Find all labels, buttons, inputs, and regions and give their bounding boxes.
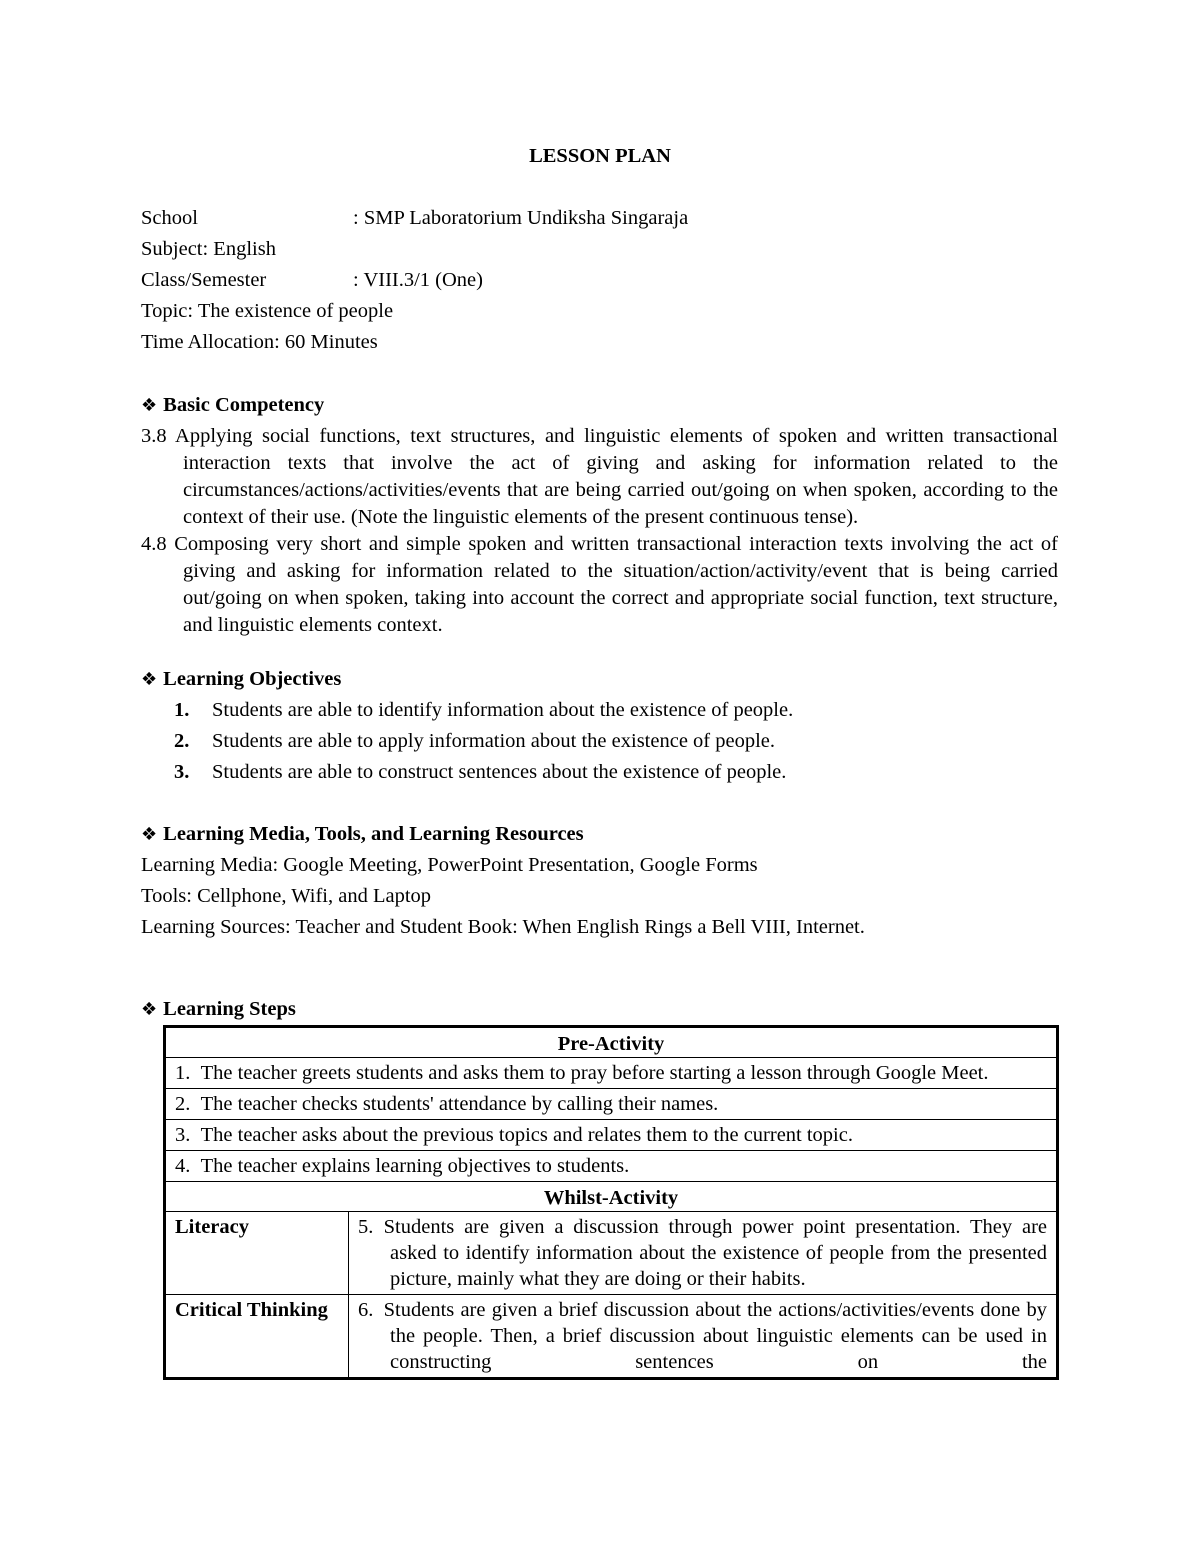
step-text: 2. The teacher checks students' attendance by calling their names. <box>175 1093 719 1115</box>
objective-item <box>174 697 1054 728</box>
pre-activity-step <box>165 1120 1058 1151</box>
learning-steps-table <box>163 1025 1059 1380</box>
learning-media-title: Learning Media, Tools, and Learning Resources <box>163 823 584 845</box>
info-class-row <box>141 267 1061 298</box>
category-literacy: Literacy <box>165 1212 349 1295</box>
info-school-row <box>141 205 1061 236</box>
basic-competency-list <box>141 423 1058 639</box>
table-row <box>165 1027 1058 1058</box>
diamond-bullet-icon: ❖ <box>141 669 158 690</box>
subject-text: Subject: English <box>141 238 276 260</box>
objective-item <box>174 759 1054 790</box>
learning-objectives-list <box>174 697 1054 790</box>
objective-item <box>174 728 1054 759</box>
step-text: 5. Students are given a discussion through power point presentation. They are asked to identify information about the existence of people from the presented picture, mainly what they are doing or their habits. <box>358 1216 1047 1290</box>
objective-text: Students are able to apply information about the existence of people. <box>212 730 776 752</box>
table-row <box>165 1120 1058 1151</box>
table-row <box>165 1182 1058 1212</box>
document-title: LESSON PLAN <box>529 145 671 167</box>
class-value: : VIII.3/1 (One) <box>353 269 483 291</box>
school-label: School <box>141 207 198 229</box>
diamond-bullet-icon: ❖ <box>141 395 158 416</box>
learning-objectives-title: Learning Objectives <box>163 668 342 690</box>
learning-steps-title: Learning Steps <box>163 998 296 1020</box>
whilst-activity-step <box>349 1295 1058 1379</box>
diamond-bullet-icon: ❖ <box>141 824 158 845</box>
objective-number: 1. <box>174 699 190 721</box>
whilst-activity-header: Whilst-Activity <box>165 1182 1058 1212</box>
objective-text: Students are able to identify information about the existence of people. <box>212 699 794 721</box>
info-topic-row <box>141 298 1061 329</box>
basic-competency-heading <box>141 392 324 419</box>
pre-activity-header: Pre-Activity <box>165 1027 1058 1058</box>
objective-number: 2. <box>174 730 190 752</box>
pre-activity-step <box>165 1058 1058 1089</box>
whilst-activity-step <box>349 1212 1058 1295</box>
lesson-info <box>141 205 1061 360</box>
info-time-row <box>141 329 1061 360</box>
table-row <box>165 1089 1058 1120</box>
competency-item-3-8: 3.8 Applying social functions, text structures, and linguistic elements of spoken and written transactional interaction texts that involve the act of giving and asking for information related to the circumstances/actions/activities/events that are being carried out/going on when spoken, according to the context of their use. (Note the linguistic elements of the present continuous tense). <box>141 425 1058 528</box>
objective-text: Students are able to construct sentences about the existence of people. <box>212 761 787 783</box>
table-row <box>165 1295 1058 1379</box>
learning-sources-text: Learning Sources: Teacher and Student Book: When English Rings a Bell VIII, Internet. <box>141 916 865 938</box>
step-text: 4. The teacher explains learning objectives to students. <box>175 1155 630 1177</box>
learning-media-heading <box>141 821 584 848</box>
time-allocation-text: Time Allocation: 60 Minutes <box>141 331 378 353</box>
tools-text: Tools: Cellphone, Wifi, and Laptop <box>141 885 432 907</box>
info-subject-row <box>141 236 1061 267</box>
pre-activity-step <box>165 1089 1058 1120</box>
competency-item-4-8: 4.8 Composing very short and simple spoken and written transactional interaction texts involving the act of giving and asking for information related to the situation/action/activity/event that is being carried out/going on when spoken, taking into account the correct and appropriate social function, text structure, and linguistic elements context. <box>141 533 1058 636</box>
learning-media-section <box>141 852 1061 945</box>
category-critical-thinking: Critical Thinking <box>165 1295 349 1379</box>
diamond-bullet-icon: ❖ <box>141 999 158 1020</box>
table-row <box>165 1212 1058 1295</box>
table-row <box>165 1058 1058 1089</box>
school-value: : SMP Laboratorium Undiksha Singaraja <box>353 207 689 229</box>
learning-steps-heading <box>141 996 296 1023</box>
objective-number: 3. <box>174 761 190 783</box>
learning-objectives-heading <box>141 666 341 693</box>
basic-competency-title: Basic Competency <box>163 394 325 416</box>
topic-text: Topic: The existence of people <box>141 300 394 322</box>
pre-activity-step <box>165 1151 1058 1182</box>
step-text: 3. The teacher asks about the previous topics and relates them to the current topic. <box>175 1124 853 1146</box>
table-row <box>165 1151 1058 1182</box>
class-label: Class/Semester <box>141 269 267 291</box>
step-text: 1. The teacher greets students and asks them to pray before starting a lesson through Google Meet. <box>175 1062 989 1084</box>
step-text: 6. Students are given a brief discussion about the actions/activities/events done by the people. Then, a brief discussion about linguistic elements can be used in constructing sentences on the <box>358 1299 1047 1373</box>
learning-media-text: Learning Media: Google Meeting, PowerPoint Presentation, Google Forms <box>141 854 758 876</box>
